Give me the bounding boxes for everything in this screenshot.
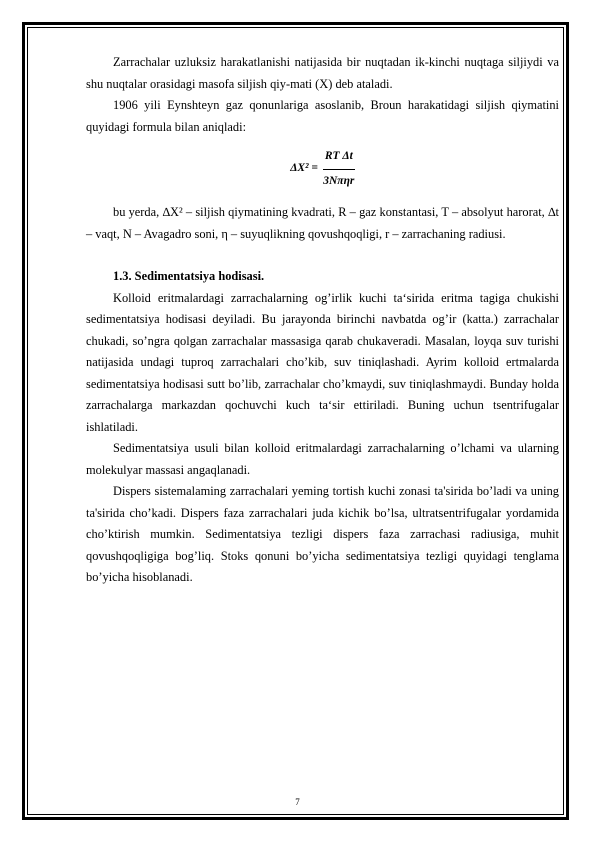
page-content: [86, 52, 559, 589]
paragraph-section-3: Dispers sistemalaming zarrachalari yeming tortish kuchi zonasi ta'sirida bo’ladi va uning ta'sirida cho’kadi. Dispers faza zarrachalari juda kichik bo’lsa, ultratsentrifugalar yordamida cho’ktirish mumkin. Sedimentatsiya tezligi dispers faza zarrachasi radiusiga, muhit qovushqoqligiga bog’liq. Stoks qonuni bo’yicha sedimentatsiya tezligi quyidagi tenglama bo’yicha hisoblanadi.: [86, 484, 559, 584]
paragraph-intro-1: Zarrachalar uzluksiz harakatlanishi natijasida bir nuqtadan ik-kinchi nuqtaga siljiydi va shu nuqtalar orasidagi masofa siljish qiy-mati (X) deb ataladi.: [86, 55, 559, 91]
formula-numerator: RT Δt: [323, 146, 355, 170]
paragraph-section-1: Kolloid eritmalardagi zarrachalarning og’irlik kuchi ta‘sirida eritma tagiga chukishi sedimentatsiya hodisasi deyiladi. Bu jarayonda birinchi navbatda og’ir (katta.) zarrachalar chukadi, so’ngra qolgan zarrachalar massasiga qarab chukaveradi. Masalan, loyqa suv turishi natijasida undagi tuproq zarrachalari cho’kib, suv tiniqlashadi. Ayrim kolloid ertmalarda sedimentatsiya hodisasi sutt bo’lib, zarrachalar cho’kmaydi, suv tiniqlashmaydi. Bunday holda zarrachalarga markazdan qochuvchi kuch ta‘sir ettiriladi. Buning uchun tsentrifugalar ishlatiladi.: [86, 290, 559, 434]
page-number: 7: [295, 797, 300, 807]
paragraph-intro-2: 1906 yili Eynshteyn gaz qonunlariga asoslanib, Broun harakatidagi siljish qiymatini quyidagi formula bilan aniqladi:: [86, 98, 559, 134]
paragraph-explanation: bu yerda, ∆X² – siljish qiymatining kvadrati, R – gaz konstantasi, T – absolyut harorat, ∆t – vaqt, N – Avagadro soni, η – suyuqlikning qovushqoqligi, r – zarrachaning radiusi.: [86, 205, 559, 241]
formula-lhs: ΔX² =: [290, 162, 318, 175]
einstein-formula: [86, 146, 559, 192]
formula-fraction: [323, 146, 355, 192]
paragraph-section-2: Sedimentatsiya usuli bilan kolloid eritmalardagi zarrachalarning o’lchami va ularning molekulyar massasi angaqlanadi.: [86, 441, 559, 477]
formula-denominator: 3Nπηr: [323, 174, 355, 187]
section-heading: 1.3. Sedimentatsiya hodisasi.: [113, 269, 265, 283]
